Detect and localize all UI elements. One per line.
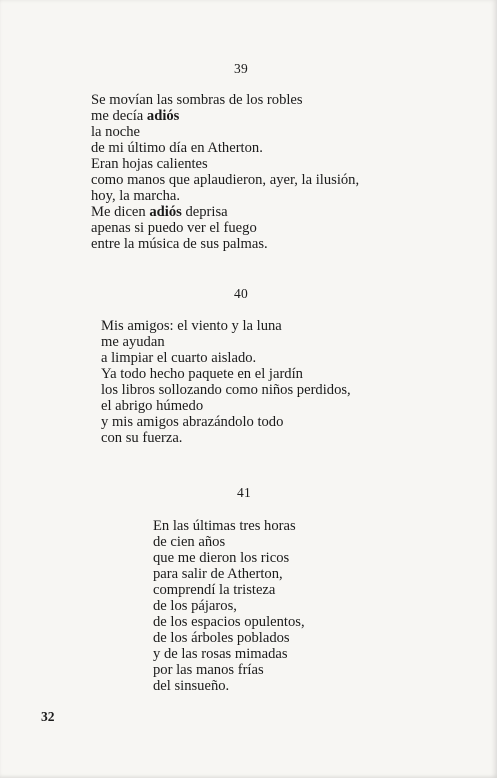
poem-line: Eran hojas calientes	[91, 156, 208, 172]
poem-line: y de las rosas mimadas	[153, 646, 288, 662]
poem-line: Se movían las sombras de los robles	[91, 92, 303, 108]
poem-41-text	[153, 518, 305, 694]
poem-line: el abrigo húmedo	[101, 398, 204, 414]
bold-word: adiós	[146, 108, 180, 124]
poem-line: que me dieron los ricos	[153, 550, 290, 566]
poem-line: los libros sollozando como niños perdidos,	[101, 382, 351, 398]
poem-39-text	[91, 92, 359, 252]
poem-40-text	[101, 318, 351, 446]
poem-line: me decía adiós	[91, 108, 180, 124]
poem-line: con su fuerza.	[101, 430, 183, 446]
poem-line: apenas si puedo ver el fuego	[91, 220, 257, 236]
poem-line: de mi último día en Atherton.	[91, 140, 263, 156]
poem-line: Ya todo hecho paquete en el jardín	[101, 366, 303, 382]
poem-line: de los árboles poblados	[153, 630, 290, 646]
poem-line: y mis amigos abrazándolo todo	[101, 414, 284, 430]
page-number: 32	[41, 709, 55, 724]
bold-word: adiós	[149, 204, 182, 220]
poem-line: Mis amigos: el viento y la luna	[101, 318, 282, 334]
poem-line: la noche	[91, 124, 141, 140]
poem-number-39: 39	[234, 61, 248, 76]
poem-line: de los espacios opulentos,	[153, 614, 305, 630]
poem-line: de los pájaros,	[153, 598, 237, 614]
poem-line: a limpiar el cuarto aislado.	[101, 350, 257, 366]
poem-line: entre la música de sus palmas.	[91, 236, 268, 252]
poem-number-40: 40	[234, 286, 248, 301]
poem-line: del sinsueño.	[153, 678, 230, 694]
poem-number-41: 41	[237, 485, 251, 500]
poem-line: por las manos frías	[153, 662, 264, 678]
poem-line: En las últimas tres horas	[153, 518, 296, 534]
poem-line: hoy, la marcha.	[91, 188, 181, 204]
poem-line: como manos que aplaudieron, ayer, la ilusión,	[91, 172, 360, 188]
poem-line: para salir de Atherton,	[153, 566, 283, 582]
poem-line: me ayudan	[101, 334, 165, 350]
poem-line: de cien años	[153, 534, 226, 550]
poem-line: comprendí la tristeza	[153, 582, 276, 598]
poem-line: Me dicen adiós deprisa	[91, 204, 228, 220]
